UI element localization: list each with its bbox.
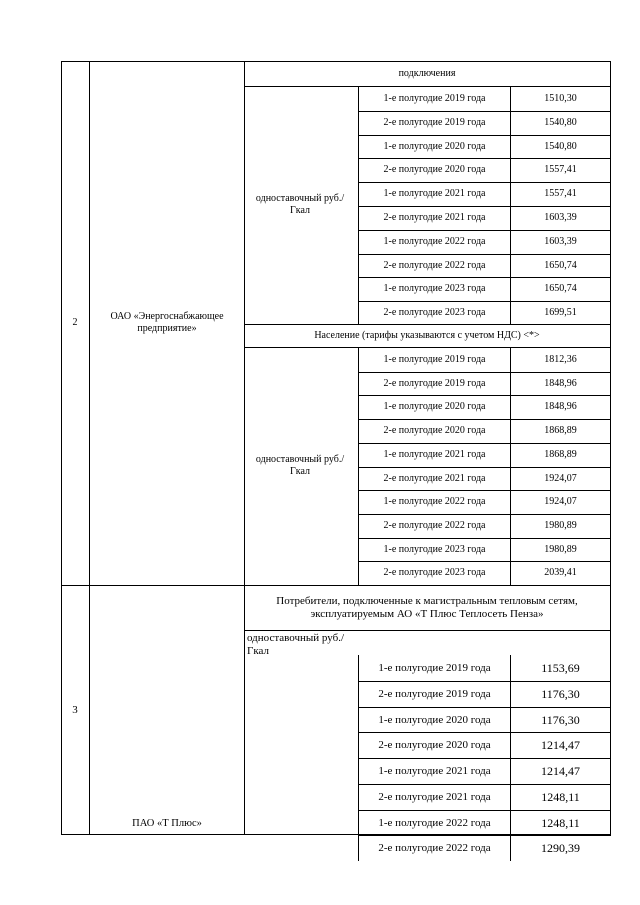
period-cell: 2-е полугодие 2021 года [383,473,486,484]
period-cell: 2-е полугодие 2019 года [383,117,486,128]
table-rule [89,61,90,835]
period-cell: 1-е полугодие 2019 года [383,354,486,365]
table-rule [61,585,611,586]
tariff-value: 1868,89 [544,449,577,460]
table-rule [244,61,245,835]
period-cell: 1-е полугодие 2020 года [378,713,491,726]
tariff-value: 1924,07 [544,473,577,484]
period-cell: 1-е полугодие 2020 года [383,401,486,412]
tariff-value: 1176,30 [541,712,580,727]
tariff-type: одноставочный руб./Гкал [255,193,345,216]
tariff-value: 1848,96 [544,378,577,389]
period-cell: 1-е полугодие 2019 года [383,93,486,104]
period-cell: 2-е полугодие 2020 года [383,164,486,175]
period-cell: 2-е полугодие 2023 года [383,567,486,578]
period-cell: 1-е полугодие 2023 года [383,283,486,294]
tariff-value: 1214,47 [541,763,580,778]
tariff-value: 1290,39 [541,840,580,855]
period-cell: 1-е полугодие 2023 года [383,544,486,555]
tariff-value: 1214,47 [541,737,580,752]
tariff-value: 1153,69 [541,660,580,675]
tariff-type: одноставочный руб./Гкал [255,454,345,477]
group-header: подключения [398,68,456,79]
period-cell: 1-е полугодие 2022 года [383,236,486,247]
tariff-value: 1557,41 [544,164,577,175]
organization-name: ОАО «Энергоснабжающее предприятие» [110,310,224,334]
period-cell: 2-е полугодие 2020 года [383,425,486,436]
table-rule [61,61,62,835]
tariff-value: 1540,80 [544,117,577,128]
group-header: Население (тарифы указываются с учетом НДС) <*> [314,329,540,341]
period-cell: 2-е полугодие 2021 года [383,212,486,223]
period-cell: 2-е полугодие 2022 года [383,260,486,271]
period-cell: 1-е полугодие 2019 года [378,661,491,674]
period-cell: 1-е полугодие 2021 года [383,188,486,199]
period-cell: 2-е полугодие 2021 года [378,790,491,803]
tariff-value: 1812,36 [544,354,577,365]
tariff-value: 1848,96 [544,401,577,412]
period-cell: 1-е полугодие 2021 года [383,449,486,460]
period-cell: 1-е полугодие 2020 года [383,141,486,152]
tariff-value: 1557,41 [544,188,577,199]
table-rule [244,630,611,631]
tariff-value: 1248,11 [541,789,580,804]
tariff-type: одноставочный руб./Гкал [247,632,345,657]
tariff-value: 1924,07 [544,496,577,507]
tariff-value: 1176,30 [541,686,580,701]
tariff-value: 1603,39 [544,236,577,247]
tariff-value: 1510,30 [544,93,577,104]
group-header: Потребители, подключенные к магистральным тепловым сетям, эксплуатируемым АО «Т Плюс Теплосеть Пенза» [276,595,578,620]
tariff-value: 1248,11 [541,815,580,830]
tariff-value: 1868,89 [544,425,577,436]
table-rule [61,61,611,62]
period-cell: 2-е полугодие 2022 года [378,841,491,854]
row-number: 2 [72,316,78,328]
tariff-value: 1650,74 [544,283,577,294]
period-cell: 1-е полугодие 2022 года [383,496,486,507]
period-cell: 2-е полугодие 2019 года [383,378,486,389]
row-number: 3 [72,703,78,716]
tariff-value: 1540,80 [544,141,577,152]
organization-name: ПАО «Т Плюс» [132,818,202,829]
period-cell: 2-е полугодие 2019 года [378,687,491,700]
tariff-value: 1980,89 [544,544,577,555]
tariff-value: 1699,51 [544,307,577,318]
tariff-value: 1603,39 [544,212,577,223]
period-cell: 2-е полугодие 2023 года [383,307,486,318]
period-cell: 1-е полугодие 2022 года [378,816,491,829]
tariff-value: 1650,74 [544,260,577,271]
period-cell: 1-е полугодие 2021 года [378,764,491,777]
period-cell: 2-е полугодие 2022 года [383,520,486,531]
period-cell: 2-е полугодие 2020 года [378,738,491,751]
tariff-value: 2039,41 [544,567,577,578]
tariff-value: 1980,89 [544,520,577,531]
table-rule [610,61,611,835]
